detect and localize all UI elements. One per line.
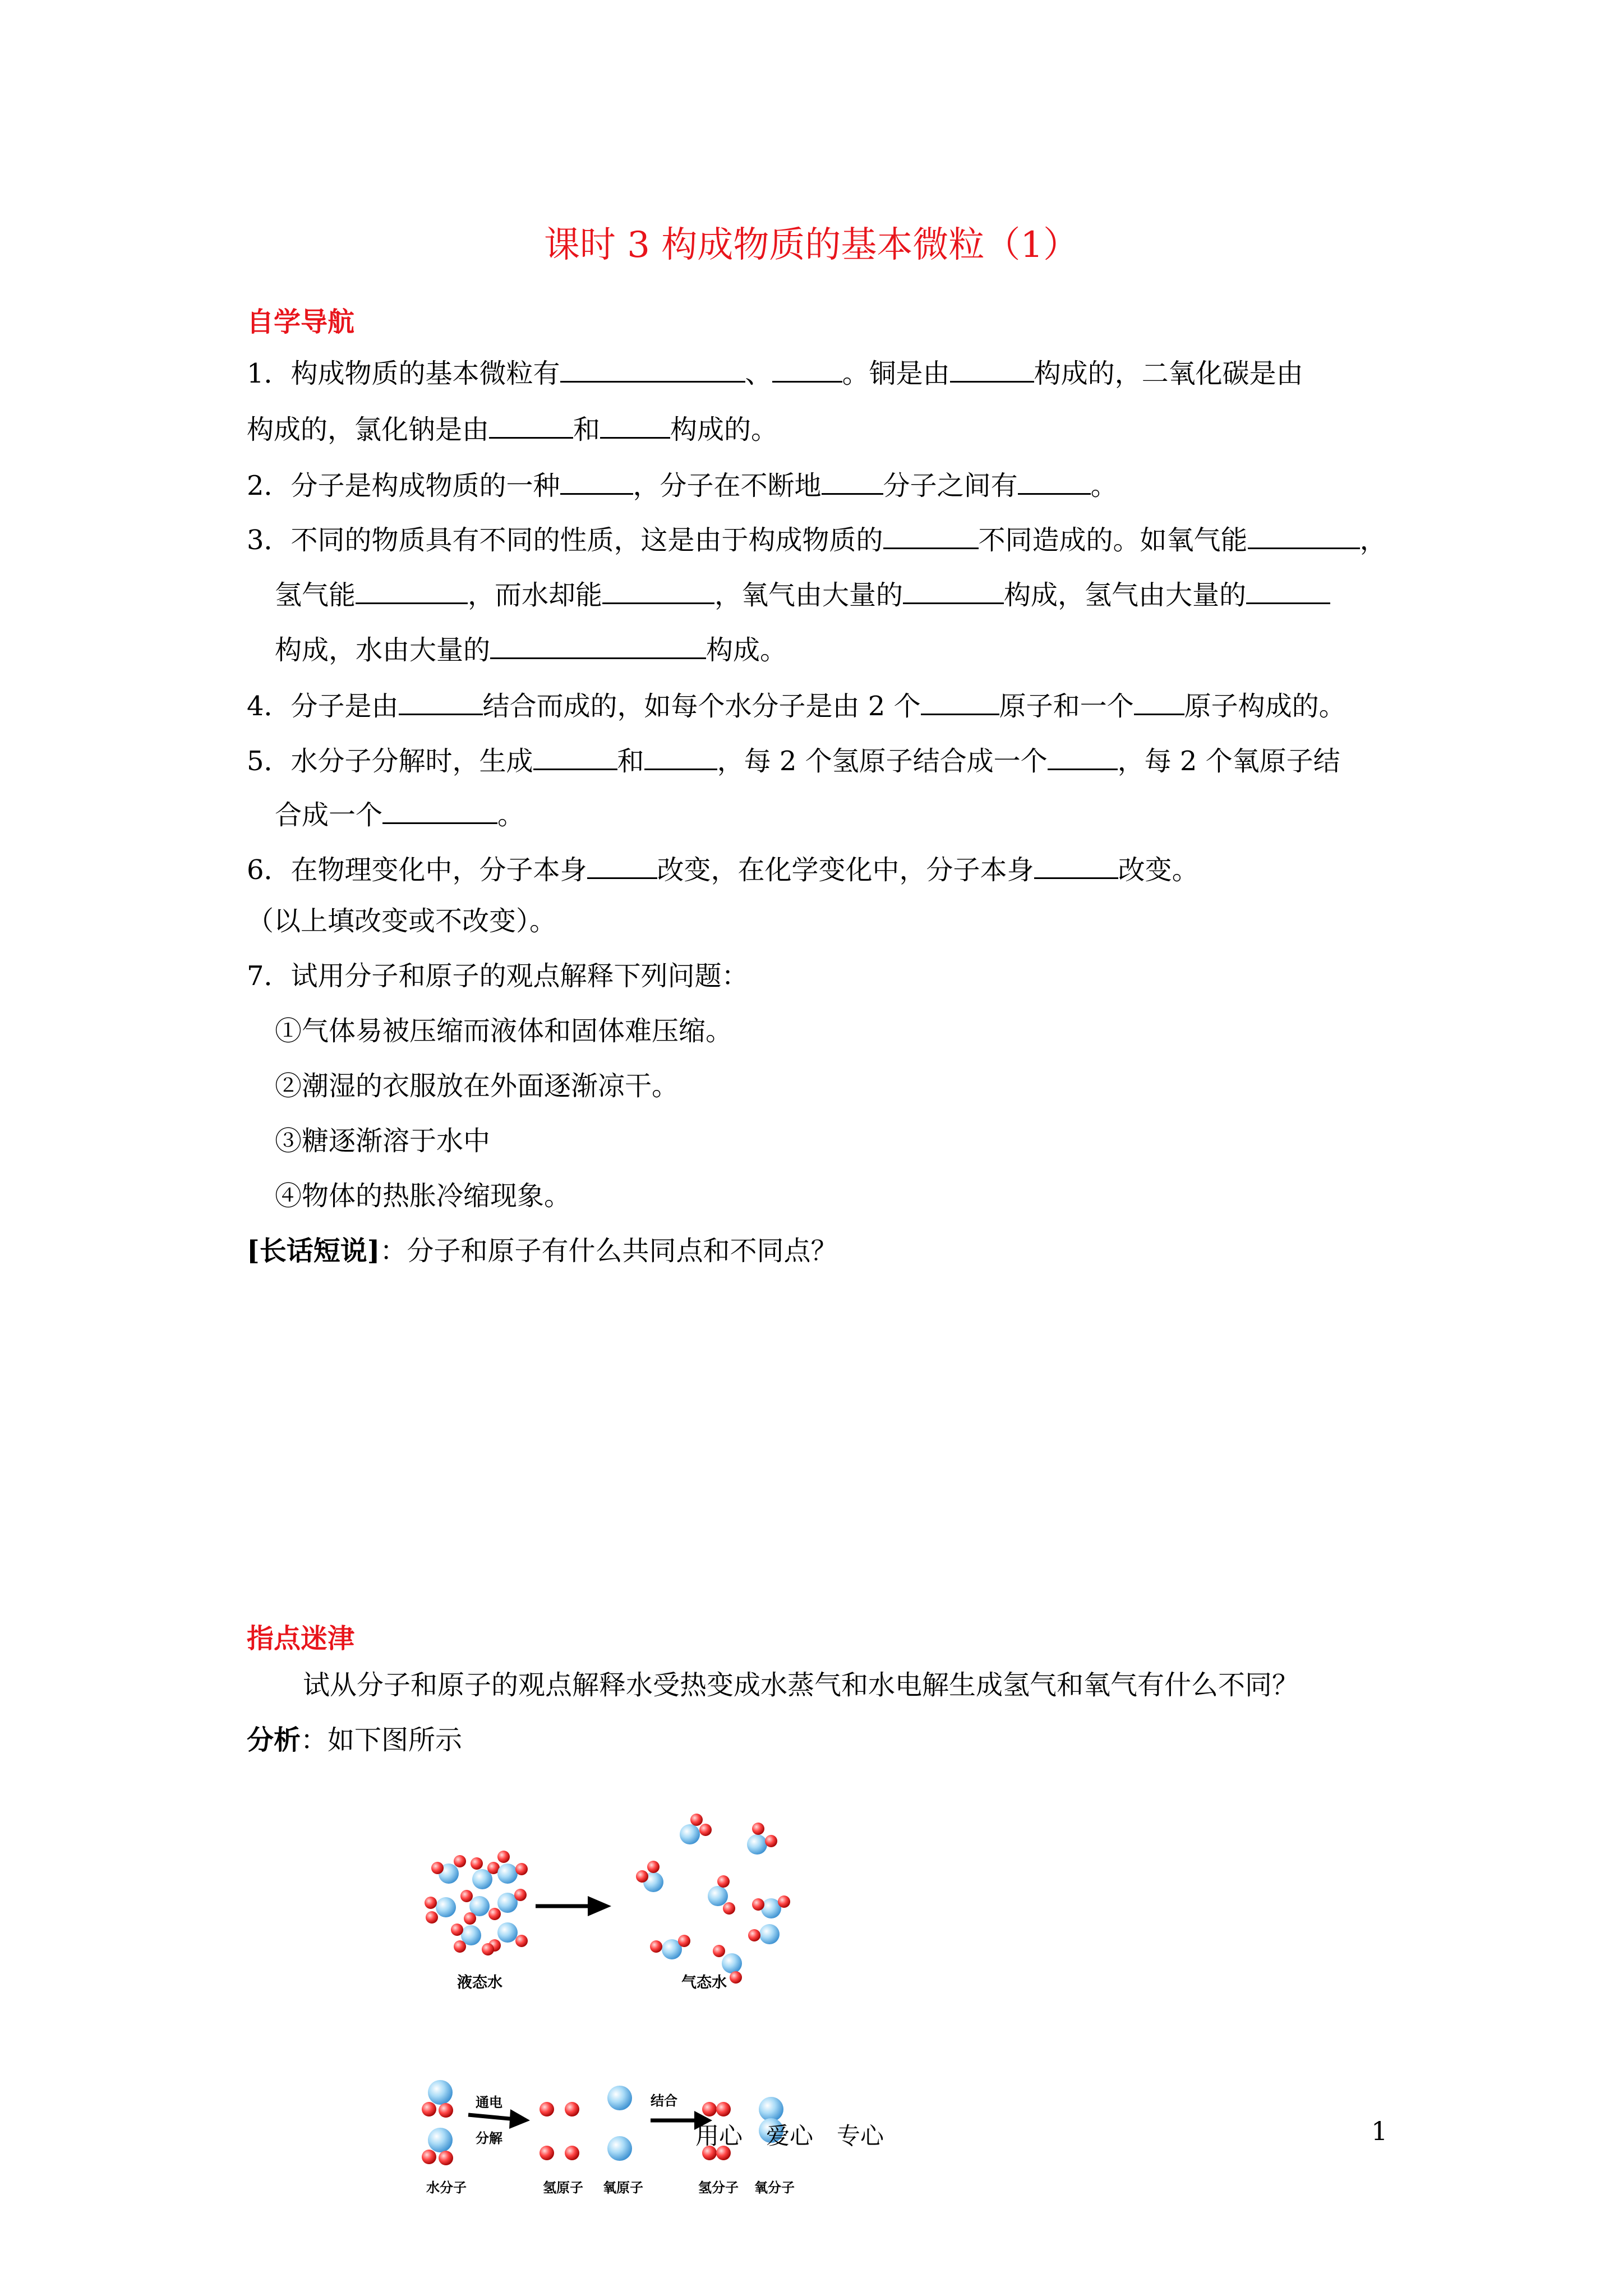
question-7-item: ④物体的热胀冷缩现象。 — [275, 1180, 571, 1212]
question-7-item: ①气体易被压缩而液体和固体难压缩。 — [275, 1015, 733, 1047]
oxygen-molecule-label: 氧分子 — [754, 2180, 795, 2196]
question-7-intro: 7．试用分子和原子的观点解释下列问题： — [247, 960, 749, 992]
analysis-line: 分析：如下图所示 — [247, 1724, 463, 1756]
decompose-label: 分解 — [476, 2131, 502, 2146]
question-5-line-1: 5．水分子分解时，生成 和 ，每 2 个氢原子结合成一个 ，每 2 个氧原子结 — [247, 744, 1340, 775]
page-title: 课时 3 构成物质的基本微粒（1） — [543, 224, 1080, 266]
long-short-label: [长话短说] — [247, 1235, 380, 1267]
page-number: 1 — [1371, 2116, 1388, 2146]
hydrogen-atom-label: 氢原子 — [543, 2180, 583, 2196]
question-6: 6．在物理变化中，分子本身 改变，在化学变化中，分子本身 改变。 — [247, 853, 1199, 884]
analysis-label: 分析 — [247, 1724, 301, 1756]
oxygen-atom-label: 氧原子 — [603, 2180, 643, 2196]
question-7-item: ③糖逐渐溶于水中 — [275, 1125, 491, 1157]
question-1-line-1: 1．构成物质的基本微粒有 、 。铜是由 构成的，二氧化碳是由 — [247, 356, 1303, 387]
question-3-line-3: 构成，水由大量的 构成。 — [275, 633, 787, 664]
long-short-prompt: [长话短说]：分子和原子有什么共同点和不同点？ — [247, 1235, 838, 1267]
question-2: 2．分子是构成物质的一种 ，分子在不断地 分子之间有 。 — [247, 468, 1118, 499]
liquid-water-cluster — [425, 1851, 528, 1955]
gaseous-water-molecules — [636, 1814, 790, 1984]
liquid-water-label: 液态水 — [457, 1974, 502, 1991]
question-5-line-2: 合成一个 。 — [275, 798, 524, 829]
gaseous-water-label: 气态水 — [681, 1974, 727, 1991]
section-heading-guidance: 指点迷津 — [247, 1623, 355, 1654]
arrow-head — [588, 1896, 611, 1916]
question-1-line-2: 构成的，氯化钠是由 和 构成的。 — [247, 412, 778, 443]
question-3-line-2: 氢气能 ，而水却能 ，氧气由大量的 构成，氢气由大量的 — [275, 578, 1330, 609]
electrolysis-label: 通电 — [476, 2095, 502, 2110]
footer-motto: 用心 爱心 专心 — [695, 2122, 884, 2150]
combine-label: 结合 — [651, 2093, 677, 2109]
hydrogen-atoms — [540, 2102, 579, 2160]
water-molecule-label: 水分子 — [426, 2180, 467, 2196]
section-heading-self-study: 自学导航 — [247, 306, 355, 338]
hydrogen-molecule-label: 氢分子 — [698, 2180, 739, 2196]
question-6-note: （以上填改变或不改变）。 — [247, 905, 557, 937]
water-molecule-pair — [422, 2080, 453, 2165]
question-7-item: ②潮湿的衣服放在外面逐渐凉干。 — [275, 1070, 679, 1102]
guidance-question: 试从分子和原子的观点解释水受热变成水蒸气和水电解生成氢气和氧气有什么不同？ — [303, 1669, 1299, 1701]
question-4: 4．分子是由 结合而成的，如每个水分子是由 2 个 原子和一个 原子构成的。 — [247, 689, 1346, 720]
oxygen-atoms — [607, 2086, 632, 2161]
question-3-line-1: 3．不同的物质具有不同的性质，这是由于构成物质的 不同造成的。如氧气能 ， — [247, 523, 1387, 554]
